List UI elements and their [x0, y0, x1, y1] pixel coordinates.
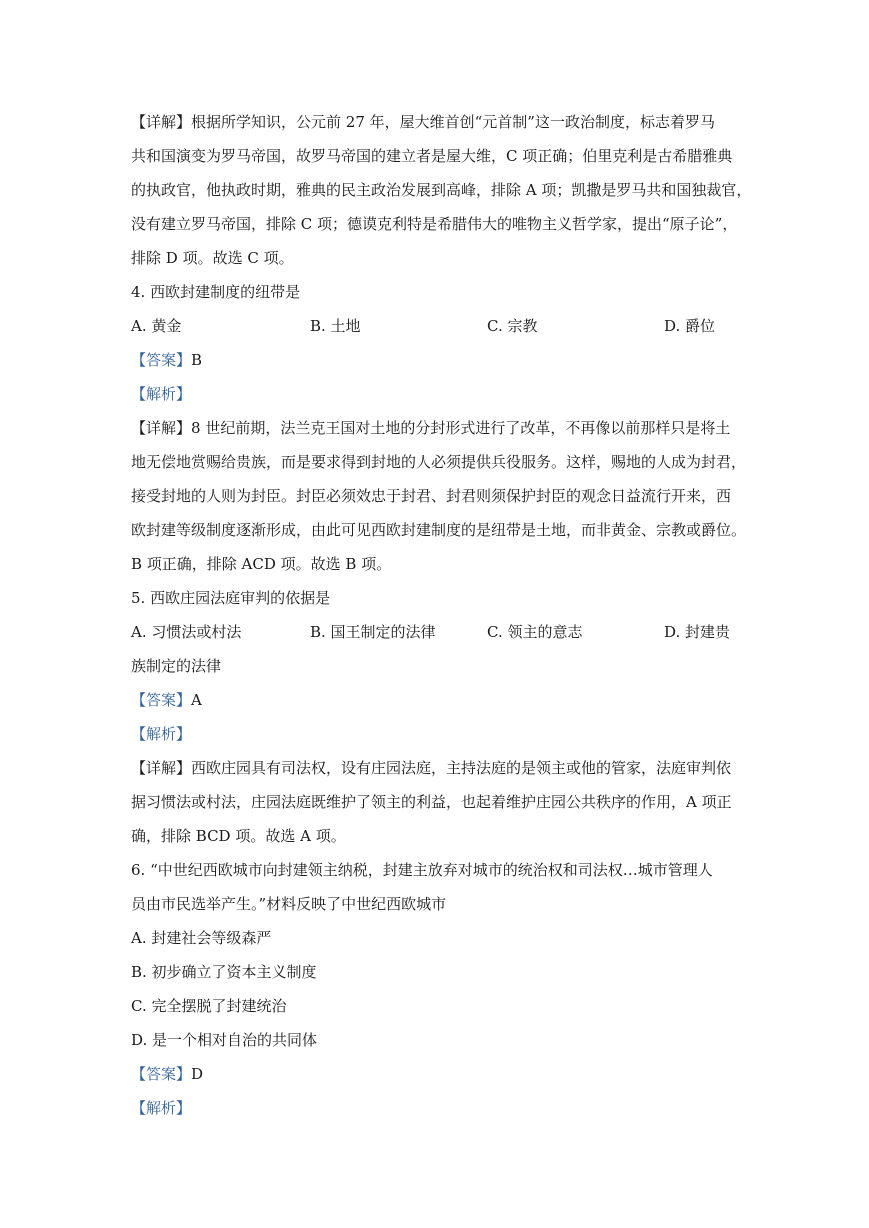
- q5-stem: 5. 西欧庄园法庭审判的依据是: [131, 589, 331, 607]
- q5-option-d-continued: 族制定的法律: [131, 657, 222, 675]
- q3-detail-line-4: 没有建立罗马帝国，排除 C 项；德谟克利特是希腊伟大的唯物主义哲学家，提出“原子论”，: [131, 215, 738, 233]
- q4-answer: [131, 350, 202, 370]
- detail-tag: 【详解】: [131, 759, 192, 777]
- q5-option-d: D. 封建贵: [664, 623, 731, 641]
- q5-detail-line-2: 据习惯法或村法，庄园法庭既维护了领主的利益，也起着维护庄园公共秩序的作用，A 项正: [131, 793, 732, 811]
- q6-stem-line-1: 6. “中世纪西欧城市向封建领主纳税，封建主放弃对城市的统治权和司法权…城市管理人: [131, 861, 713, 879]
- answer-tag: 【答案】: [131, 351, 192, 369]
- q5-analysis-tag: 【解析】: [131, 725, 192, 743]
- q4-option-a: A. 黄金: [131, 317, 182, 335]
- q6-option-a: A. 封建社会等级森严: [131, 929, 272, 947]
- q5-option-a: A. 习惯法或村法: [131, 623, 242, 641]
- q5-answer: [131, 690, 202, 710]
- q4-detail-line-1: 【详解】8 世纪前期，法兰克王国对土地的分封形式进行了改革，不再像以前那样只是将土: [131, 419, 731, 437]
- q4-option-c: C. 宗教: [487, 317, 538, 335]
- q6-stem-line-2: 员由市民选举产生。”材料反映了中世纪西欧城市: [131, 895, 447, 913]
- q4-analysis-tag: 【解析】: [131, 385, 192, 403]
- answer-value: A: [191, 691, 202, 709]
- q6-analysis-tag: 【解析】: [131, 1099, 192, 1117]
- q3-detail-line-5: 排除 D 项。故选 C 项。: [131, 249, 294, 267]
- q4-stem: 4. 西欧封建制度的纽带是: [131, 283, 301, 301]
- answer-value: D: [191, 1065, 204, 1083]
- q3-detail-line-1: 【详解】根据所学知识，公元前 27 年，屋大维首创“元首制”这一政治制度，标志着罗马: [131, 113, 715, 131]
- q4-detail-line-2: 地无偿地赏赐给贵族，而是要求得到封地的人必须提供兵役服务。这样，赐地的人成为封君，: [131, 453, 747, 471]
- q6-option-b: B. 初步确立了资本主义制度: [131, 963, 317, 981]
- detail-tag: 【详解】: [131, 113, 192, 131]
- answer-value: B: [191, 351, 203, 369]
- q5-option-c: C. 领主的意志: [487, 623, 583, 641]
- q4-detail-line-3: 接受封地的人则为封臣。封臣必须效忠于封君、封君则须保护封臣的观念日益流行开来，西: [131, 487, 732, 505]
- answer-tag: 【答案】: [131, 691, 192, 709]
- q4-option-d: D. 爵位: [664, 317, 716, 335]
- q3-detail-line-3: 的执政官，他执政时期，雅典的民主政治发展到高峰，排除 A 项；凯撒是罗马共和国独裁官，: [131, 181, 752, 199]
- q3-detail-line-2: 共和国演变为罗马帝国，故罗马帝国的建立者是屋大维，C 项正确；伯里克利是古希腊雅典: [131, 147, 733, 165]
- q4-option-b: B. 土地: [310, 317, 361, 335]
- q5-detail-line-1: 【详解】西欧庄园具有司法权，设有庄园法庭，主持法庭的是领主或他的管家，法庭审判依: [131, 759, 732, 777]
- q4-detail-line-4: 欧封建等级制度逐渐形成，由此可见西欧封建制度的是纽带是土地，而非黄金、宗教或爵位。: [131, 521, 747, 539]
- answer-tag: 【答案】: [131, 1065, 192, 1083]
- q5-option-b: B. 国王制定的法律: [310, 623, 436, 641]
- q6-option-d: D. 是一个相对自治的共同体: [131, 1031, 318, 1049]
- q6-answer: [131, 1064, 203, 1084]
- q4-detail-line-5: B 项正确，排除 ACD 项。故选 B 项。: [131, 555, 392, 573]
- q6-option-c: C. 完全摆脱了封建统治: [131, 997, 287, 1015]
- q5-detail-line-3: 确，排除 BCD 项。故选 A 项。: [131, 827, 346, 845]
- detail-tag: 【详解】: [131, 419, 192, 437]
